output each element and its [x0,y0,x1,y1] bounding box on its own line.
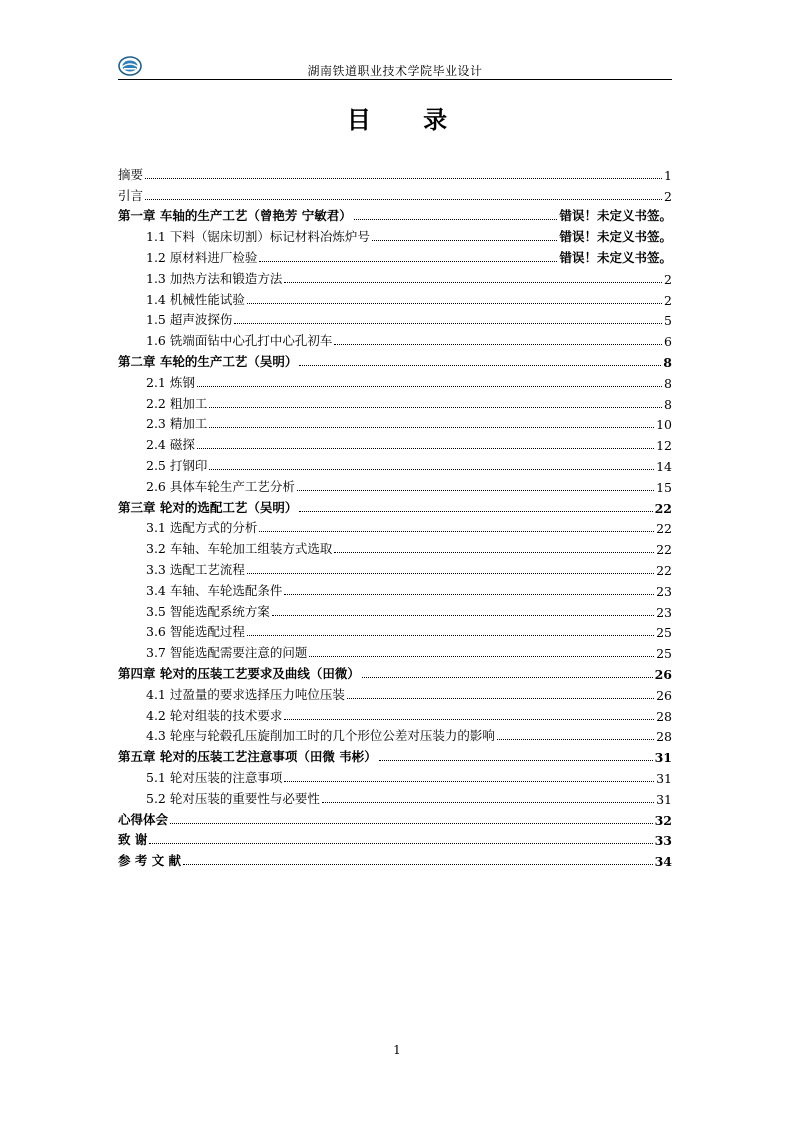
page-header [118,56,672,80]
toc-entry[interactable] [118,537,672,558]
toc-entry[interactable] [118,808,672,829]
toc-entry[interactable] [118,641,672,662]
toc-entry-page: 31 [656,791,672,807]
toc-leader-dots [247,573,654,574]
toc-entry-title: 1.4 机械性能试验 [146,291,245,307]
header-title: 湖南铁道职业技术学院毕业设计 [307,64,483,78]
toc-entry[interactable] [118,350,672,371]
toc-leader-dots [347,698,654,699]
toc-entry[interactable] [118,225,672,246]
toc-entry-title: 2.3 精加工 [146,416,208,432]
toc-leader-dots [354,219,558,220]
toc-entry-title: 第二章 车轮的生产工艺（吴明） [118,353,298,369]
toc-entry[interactable] [118,454,672,475]
toc-entry-title: 参 考 文 献 [118,853,182,869]
toc-entry-page: 23 [656,604,672,620]
toc-entry[interactable] [118,704,672,725]
toc-entry[interactable] [118,683,672,704]
toc-entry-page: 33 [654,833,672,849]
toc-entry-title: 1.5 超声波探伤 [146,312,233,328]
toc-leader-dots [145,178,662,179]
toc-entry-page: 12 [656,438,672,454]
toc-entry-page: 32 [654,812,672,828]
toc-entry-page: 1 [664,167,672,183]
toc-entry-page: 14 [656,458,672,474]
toc-leader-dots [284,282,662,283]
toc-leader-dots [284,719,654,720]
toc-entry-title: 1.3 加热方法和锻造方法 [146,270,283,286]
toc-leader-dots [170,823,653,824]
toc-entry[interactable] [118,288,672,309]
toc-entry-page: 26 [654,666,672,682]
toc-entry-page: 错误！未定义书签。 [559,208,672,224]
toc-leader-dots [259,261,557,262]
toc-entry-page: 15 [656,479,672,495]
toc-entry-page: 错误！未定义书签。 [559,249,672,265]
toc-entry-title: 5.1 轮对压装的注意事项 [146,769,283,785]
toc-entry-page: 8 [664,375,672,391]
toc-entry-title: 心得体会 [118,811,169,827]
toc-entry[interactable] [118,745,672,766]
toc-entry-title: 3.7 智能选配需要注意的问题 [146,645,308,661]
toc-entry-page: 22 [656,542,672,558]
toc-leader-dots [297,490,654,491]
toc-leader-dots [149,843,652,844]
table-of-contents [118,163,672,870]
toc-entry-title: 第五章 轮对的压装工艺注意事项（田微 韦彬） [118,749,377,765]
toc-entry-title: 3.4 车轴、车轮选配条件 [146,582,283,598]
toc-leader-dots [497,739,654,740]
toc-entry-page: 28 [656,708,672,724]
toc-title: 目 录 [346,105,470,134]
toc-entry-title: 3.2 车轴、车轮加工组装方式选取 [146,541,333,557]
toc-leader-dots [183,864,653,865]
toc-entry[interactable] [118,849,672,870]
toc-entry-title: 2.6 具体车轮生产工艺分析 [146,478,295,494]
toc-entry[interactable] [118,621,672,642]
toc-entry-page: 2 [664,271,672,287]
toc-entry[interactable] [118,766,672,787]
toc-leader-dots [197,448,654,449]
toc-entry[interactable] [118,475,672,496]
toc-leader-dots [372,240,558,241]
toc-entry-page: 34 [654,854,672,870]
toc-entry-title: 3.3 选配工艺流程 [146,561,245,577]
toc-entry-title: 4.2 轮对组装的技术要求 [146,707,283,723]
toc-entry-page: 31 [656,770,672,786]
toc-entry-page: 25 [656,646,672,662]
toc-entry-page: 22 [656,521,672,537]
toc-entry[interactable] [118,329,672,350]
toc-entry-page: 26 [656,687,672,703]
toc-entry[interactable] [118,309,672,330]
header-divider [118,79,672,80]
toc-entry-title: 5.2 轮对压装的重要性与必要性 [146,790,320,806]
toc-entry[interactable] [118,662,672,683]
toc-leader-dots [334,344,662,345]
toc-entry-page: 31 [654,750,672,766]
toc-entry-title: 2.5 打钢印 [146,457,208,473]
toc-entry[interactable] [118,558,672,579]
toc-entry-title: 1.1 下料（锯床切割）标记材料冶炼炉号 [146,229,370,245]
toc-entry-page: 8 [664,396,672,412]
toc-leader-dots [197,386,662,387]
toc-leader-dots [362,677,653,678]
toc-entry-page: 10 [656,417,672,433]
toc-entry-title: 2.4 磁探 [146,437,195,453]
toc-leader-dots [247,303,662,304]
toc-entry-page: 5 [664,313,672,329]
toc-entry[interactable] [118,371,672,392]
toc-entry[interactable] [118,496,672,517]
toc-entry-title: 第三章 轮对的选配工艺（吴明） [118,499,298,515]
toc-entry[interactable] [118,205,672,226]
toc-leader-dots [272,615,654,616]
toc-entry-page: 22 [656,562,672,578]
toc-entry[interactable] [118,433,672,454]
page-number: 1 [393,1043,401,1057]
toc-entry-title: 摘要 [118,166,144,182]
toc-leader-dots [145,199,662,200]
toc-leader-dots [322,802,654,803]
toc-entry[interactable] [118,267,672,288]
toc-entry-page: 23 [656,583,672,599]
toc-entry-title: 引言 [118,187,144,203]
toc-leader-dots [209,469,654,470]
toc-entry[interactable] [118,163,672,184]
toc-entry-page: 22 [654,500,672,516]
toc-leader-dots [299,365,661,366]
toc-leader-dots [299,511,652,512]
toc-leader-dots [284,781,654,782]
toc-entry-page: 28 [656,729,672,745]
toc-entry-page: 2 [664,292,672,308]
toc-entry[interactable] [118,600,672,621]
toc-leader-dots [247,635,654,636]
toc-entry-page: 错误！未定义书签。 [559,229,672,245]
toc-entry[interactable] [118,787,672,808]
toc-entry-title: 致 谢 [118,832,148,848]
toc-entry[interactable] [118,517,672,538]
toc-leader-dots [334,552,654,553]
toc-entry-title: 2.2 粗加工 [146,395,208,411]
toc-leader-dots [309,656,654,657]
toc-entry[interactable] [118,246,672,267]
toc-entry-title: 3.5 智能选配系统方案 [146,603,270,619]
toc-leader-dots [259,531,654,532]
toc-entry-title: 4.1 过盈量的要求选择压力吨位压装 [146,686,345,702]
toc-entry[interactable] [118,829,672,850]
toc-entry[interactable] [118,579,672,600]
toc-leader-dots [284,594,654,595]
toc-entry[interactable] [118,413,672,434]
toc-entry-page: 2 [664,188,672,204]
toc-entry[interactable] [118,184,672,205]
toc-entry-title: 3.1 选配方式的分析 [146,520,258,536]
toc-entry-title: 3.6 智能选配过程 [146,624,245,640]
toc-entry-title: 4.3 轮座与轮毂孔压旋削加工时的几个形位公差对压装力的影响 [146,728,495,744]
toc-entry-page: 6 [664,334,672,350]
toc-leader-dots [209,407,662,408]
toc-leader-dots [234,323,662,324]
toc-entry-title: 1.6 铣端面钻中心孔打中心孔初车 [146,333,333,349]
toc-entry-title: 1.2 原材料进厂检验 [146,249,258,265]
toc-entry-title: 第四章 轮对的压装工艺要求及曲线（田微） [118,665,360,681]
toc-leader-dots [209,427,654,428]
toc-entry-page: 25 [656,625,672,641]
toc-entry[interactable] [118,392,672,413]
toc-leader-dots [379,760,653,761]
toc-entry[interactable] [118,725,672,746]
toc-entry-title: 2.1 炼钢 [146,374,195,390]
toc-entry-title: 第一章 车轴的生产工艺（曾艳芳 宁敏君） [118,208,352,224]
toc-entry-page: 8 [663,354,672,370]
